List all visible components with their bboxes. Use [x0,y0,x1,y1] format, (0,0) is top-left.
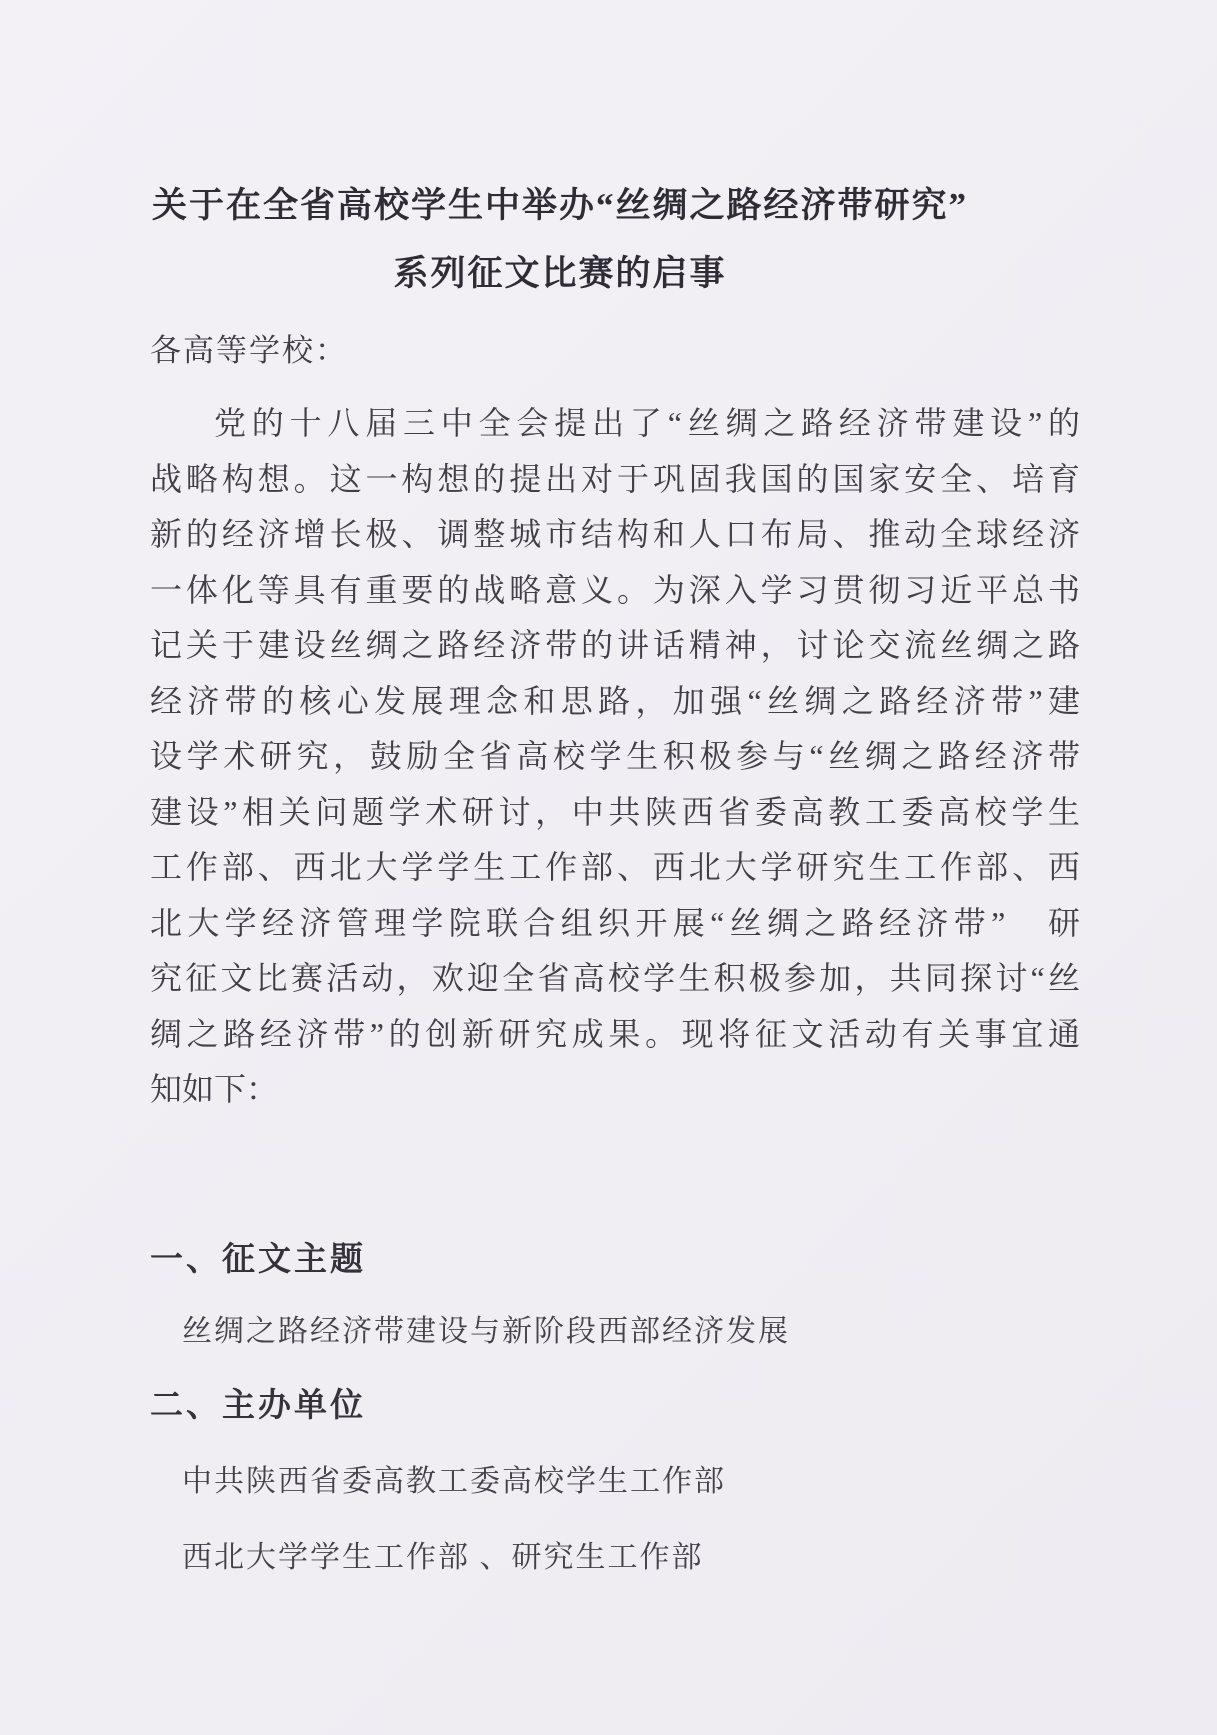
body-line: 工作部、西北大学学生工作部、西北大学研究生工作部、西 [150,849,1080,885]
body-line: 新的经济增长极、调整城市结构和人口布局、推动全球经济 [150,516,1080,552]
organizer-item: 西北大学学生工作部 、研究生工作部 [182,1540,704,1574]
document-title-line-1: 关于在全省高校学生中举办“丝绸之路经济带研究” [151,186,968,225]
document-content [150,0,1080,1580]
organizer-item: 中共陕西省委高教工委高校学生工作部 [182,1464,726,1498]
body-paragraph [150,396,1080,1118]
body-line: 究征文比赛活动，欢迎全省高校学生积极参加，共同探讨“丝 [150,960,1080,996]
body-line: 经济带的核心发展理念和思路，加强“丝绸之路经济带”建 [150,682,1080,719]
body-line: 设学术研究，鼓励全省高校学生积极参与“丝绸之路经济带 [150,738,1080,774]
body-line: 一体化等具有重要的战略意义。为深入学习贯彻习近平总书 [150,571,1080,608]
document-title-line-2: 系列征文比赛的启事 [393,254,727,293]
body-line: 建设”相关问题学术研讨，中共陕西省委高教工委高校学生 [150,793,1080,830]
body-line: 绸之路经济带”的创新研究成果。现将征文活动有关事宜通 [150,1015,1080,1052]
section-heading-essay-theme: 一、征文主题 [150,1241,366,1278]
body-line: 战略构想。这一构想的提出对于巩固我国的国家安全、培育 [150,460,1080,497]
essay-theme-item: 丝绸之路经济带建设与新阶段西部经济发展 [182,1314,790,1348]
body-line: 党的十八届三中全会提出了“丝绸之路经济带建设”的 [214,405,1080,441]
document-title [150,172,1080,308]
section-heading-organizers: 二、主办单位 [150,1387,366,1424]
body-line: 记关于建设丝绸之路经济带的讲话精神，讨论交流丝绸之路 [150,627,1080,663]
salutation: 各高等学校： [150,333,348,368]
body-line: 知如下： [150,1071,279,1107]
body-line: 北大学经济管理学院联合组织开展“丝绸之路经济带” 研 [150,904,1080,941]
